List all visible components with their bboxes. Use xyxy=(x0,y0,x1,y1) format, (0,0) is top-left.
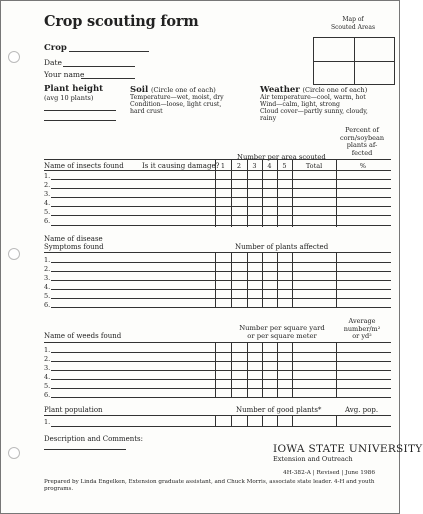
weed-row-4[interactable]: 4. xyxy=(44,373,51,381)
date-field[interactable] xyxy=(63,66,135,67)
punch-hole-middle xyxy=(8,248,20,260)
insect-col-3: 3 xyxy=(252,162,257,170)
disease-row-5[interactable]: 5. xyxy=(44,292,51,300)
insect-percent-header: % xyxy=(359,162,367,170)
weeds-name-header: Name of weeds found xyxy=(44,332,122,340)
crop-label: Crop xyxy=(44,43,67,53)
insect-row-5[interactable]: 5. xyxy=(44,208,51,216)
crop-field[interactable] xyxy=(69,51,149,52)
soil-instruction: (Circle one of each) xyxy=(150,86,216,94)
disease-row-3[interactable]: 3. xyxy=(44,274,51,282)
plant-population-header: Plant population xyxy=(44,406,103,414)
publication-info: 4H-382-A | Revised | June 1986 xyxy=(283,470,376,476)
population-row-1[interactable]: 1. xyxy=(44,418,51,426)
soil-title: Soil xyxy=(130,85,149,95)
insect-col-5: 5 xyxy=(282,162,287,170)
insect-col-1: 1 xyxy=(220,162,226,170)
map-label: Map of Scouted Areas xyxy=(330,16,376,31)
plants-affected-header: Number of plants affected xyxy=(235,243,329,251)
scouted-areas-map[interactable] xyxy=(313,37,395,85)
insect-row-2[interactable]: 2. xyxy=(44,181,51,189)
insect-row-4[interactable]: 4. xyxy=(44,199,51,207)
insect-col-2: 2 xyxy=(236,162,242,170)
weed-row-2[interactable]: 2. xyxy=(44,355,51,363)
soil-condition-options[interactable]: Condition—loose, light crust, xyxy=(130,101,222,108)
insect-row-1[interactable]: 1. xyxy=(44,172,51,180)
name-label: Your name xyxy=(44,70,85,79)
damage-header: Is it causing damage? xyxy=(142,162,220,170)
air-temperature-options[interactable]: Air temperature—cool, warm, hot xyxy=(260,94,366,101)
date-label: Date xyxy=(44,58,62,67)
credits-text: Prepared by Linda Engelken, Extension graduate assistant, and Chuck Morris, associate state leader. 4-H and youth programs. xyxy=(44,479,375,492)
form-title: Crop scouting form xyxy=(44,13,199,30)
weather-title: Weather xyxy=(260,85,300,95)
percent-affected-header: Percent of corn/soybean plants af- fected xyxy=(339,126,385,157)
insect-row-6[interactable]: 6. xyxy=(44,217,51,225)
plant-height-sub: (avg 10 plants) xyxy=(44,94,94,102)
description-field[interactable] xyxy=(44,449,126,450)
per-yard-header: Number per square yard or per square meter xyxy=(239,324,325,341)
university-name: IOWA STATE UNIVERSITY xyxy=(273,443,423,455)
weed-row-3[interactable]: 3. xyxy=(44,364,51,372)
weed-row-5[interactable]: 5. xyxy=(44,382,51,390)
disease-name-header: Name of disease xyxy=(44,235,103,243)
weed-row-6[interactable]: 6. xyxy=(44,391,51,399)
extension-name: Extension and Outreach xyxy=(273,455,353,463)
wind-options[interactable]: Wind—calm, light, strong xyxy=(260,101,340,108)
good-plants-header: Number of good plants* xyxy=(236,406,322,414)
insect-total-header: Total xyxy=(305,162,323,170)
weather-instruction: (Circle one of each) xyxy=(302,86,368,94)
plant-height-title: Plant height xyxy=(44,84,104,94)
soil-temperature-options[interactable]: Temperature—wet, moist, dry xyxy=(130,94,224,101)
avg-pop-header: Avg. pop. xyxy=(345,406,379,414)
disease-symptoms-header: Symptoms found xyxy=(44,243,104,251)
name-field[interactable] xyxy=(81,78,135,79)
plant-height-field-2[interactable] xyxy=(44,120,116,121)
disease-row-2[interactable]: 2. xyxy=(44,265,51,273)
punch-hole-top xyxy=(8,51,20,63)
disease-row-4[interactable]: 4. xyxy=(44,283,51,291)
insect-col-4: 4 xyxy=(267,162,272,170)
insects-name-header: Name of insects found xyxy=(44,162,124,170)
plant-height-field-1[interactable] xyxy=(44,110,116,111)
weed-row-1[interactable]: 1. xyxy=(44,346,51,354)
description-label: Description and Comments: xyxy=(44,435,143,443)
disease-row-6[interactable]: 6. xyxy=(44,301,51,309)
disease-row-1[interactable]: 1. xyxy=(44,256,51,264)
cloud-cover-options-cont[interactable]: rainy xyxy=(260,115,277,122)
insect-row-3[interactable]: 3. xyxy=(44,190,51,198)
average-header: Average number/m² or yd² xyxy=(343,317,381,341)
punch-hole-bottom xyxy=(8,447,20,459)
soil-condition-options-cont[interactable]: hard crust xyxy=(130,108,163,115)
cloud-cover-options[interactable]: Cloud cover—partly sunny, cloudy, xyxy=(260,108,368,115)
number-per-area-header: Number per area scouted xyxy=(237,153,326,161)
